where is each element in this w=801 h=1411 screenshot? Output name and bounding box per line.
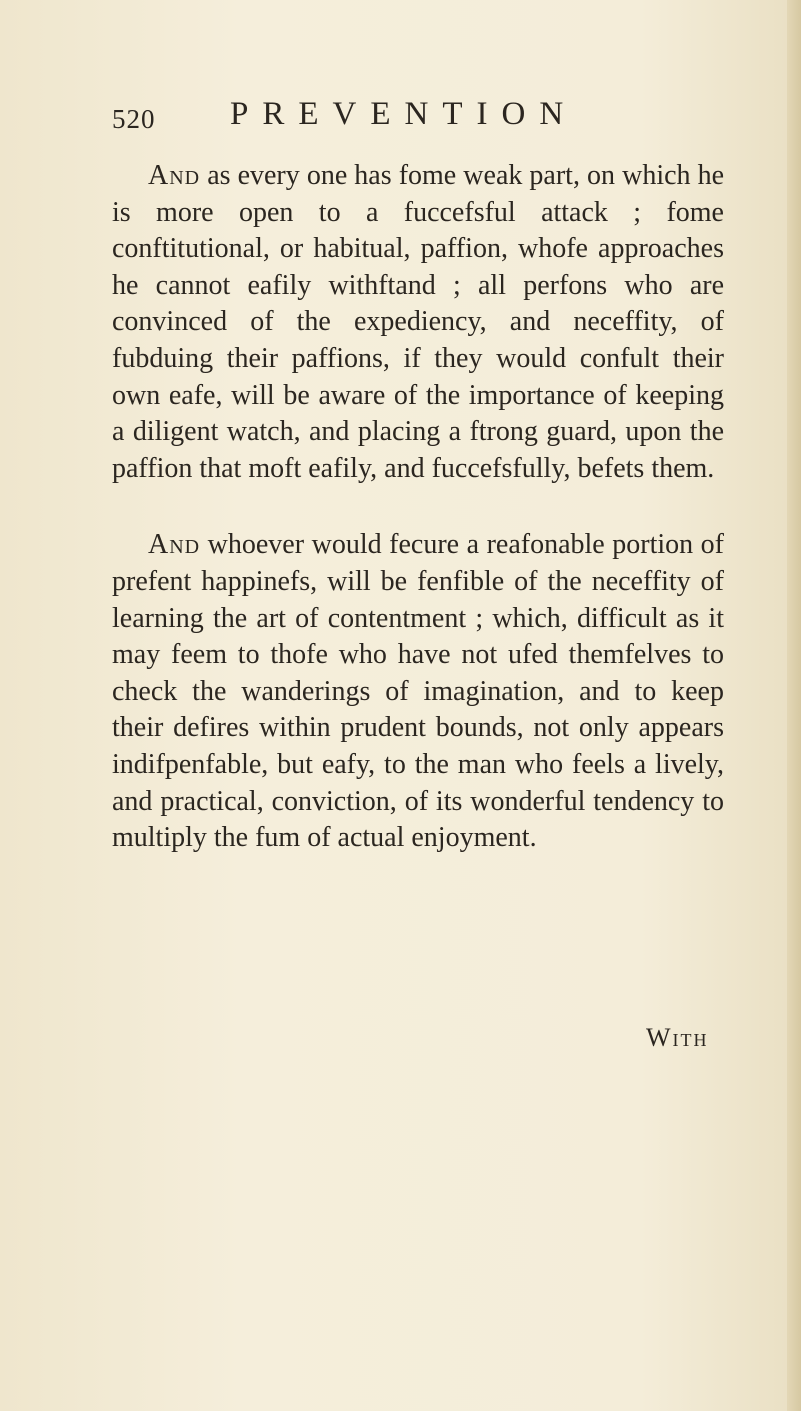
running-title: PREVENTION (230, 96, 578, 132)
body-text (112, 158, 724, 857)
paragraph-text: as every one has fome weak part, on which he is more open to a fuccefsful attack ; fome conftitutional, or habitual, paffion, whofe approaches he cannot eafily withftand ; all perfons who are convinced of the expediency, and neceffity, of fubduing their paffions, if they would confult their own eafe, will be aware of the importance of keeping a diligent watch, and placing a ftrong guard, upon the paffion that moft eafily, and fuccefsfully, befets them. (112, 160, 725, 484)
paragraph-lead: And (148, 529, 201, 561)
paragraph-lead: And (148, 160, 201, 191)
paragraph-text: whoever would fecure a reafonable portion of prefent happinefs, will be fenfible of the neceffity of learning the art of contentment ; which, difficult as it may feem to thofe who have not ufed themfelves to check the wanderings of imagination, and to keep their defires within prudent bounds, not only appears indifpenfable, but eafy, to the man who feels a lively, and practical, conviction, of its wonderful tendency to multiply the fum of actual enjoyment. (112, 529, 725, 854)
paragraph (112, 527, 724, 856)
page-edge (787, 0, 801, 1411)
page-number: 520 (112, 104, 156, 134)
paragraph (112, 158, 724, 487)
page-header (112, 96, 712, 140)
catchword: With (646, 1023, 709, 1052)
